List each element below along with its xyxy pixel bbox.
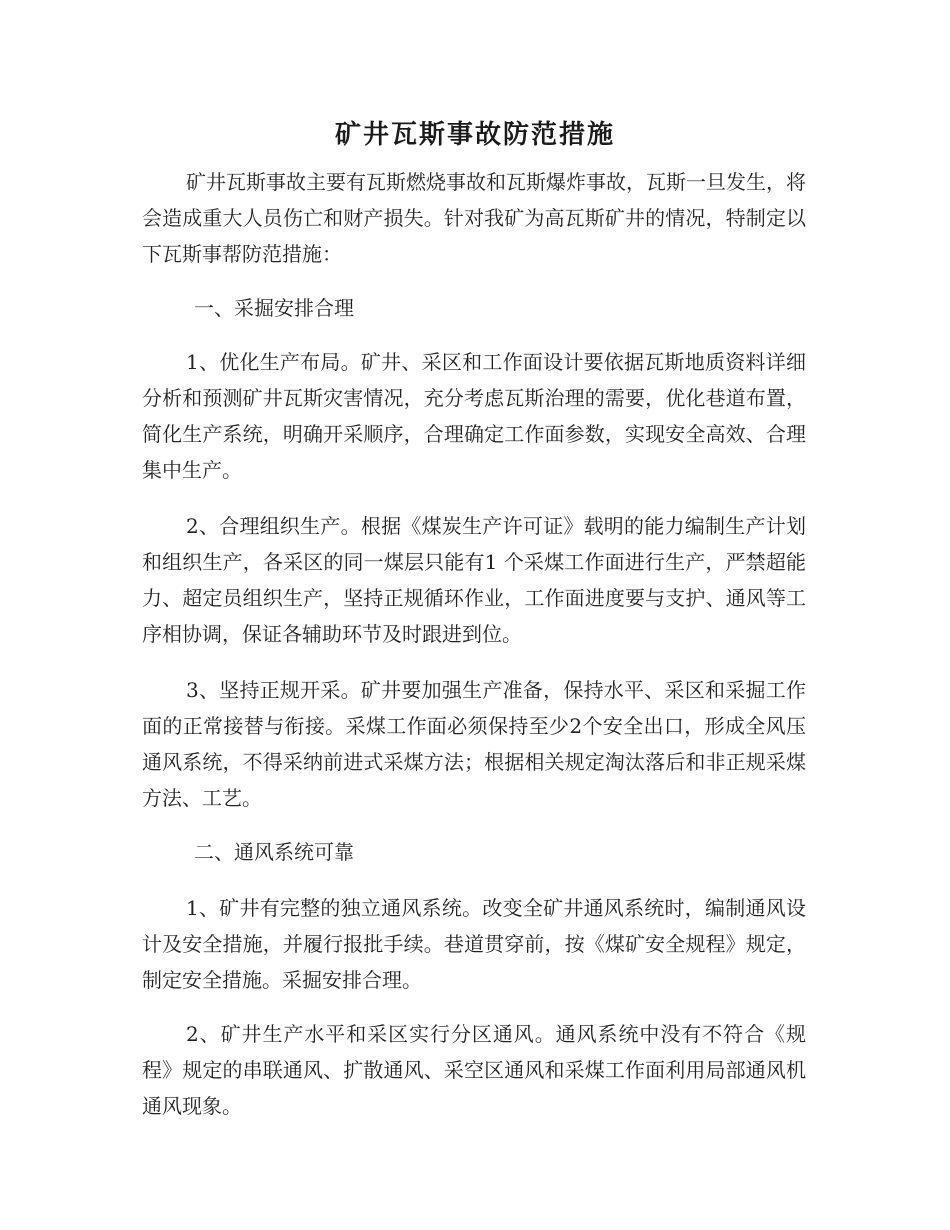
- section2-item-1: 1、矿井有完整的独立通风系统。改变全矿井通风系统时，编制通风设计及安全措施，并履行报批手续。巷道贯穿前，按《煤矿安全规程》规定，制定安全措施。采掘安排合理。: [142, 896, 806, 992]
- section1-item-2: 2、合理组织生产。根据《煤炭生产许可证》载明的能力编制生产计划和组织生产，各采区的同一煤层只能有1 个采煤工作面进行生产，严禁超能力、超定员组织生产，坚持正规循环作业，工作面进度要与支护、通风等工序相协调，保证各辅助环节及时跟进到位。: [142, 514, 806, 646]
- intro-paragraph: 矿井瓦斯事故主要有瓦斯燃烧事故和瓦斯爆炸事故，瓦斯一旦发生，将会造成重大人员伤亡和财产损失。针对我矿为高瓦斯矿井的情况，特制定以下瓦斯事帮防范措施：: [142, 170, 806, 266]
- section1-item-3: 3、坚持正规开采。矿井要加强生产准备，保持水平、采区和采掘工作面的正常接替与衔接。采煤工作面必须保持至少2个安全出口，形成全风压通风系统，不得采纳前进式采煤方法；根据相关规定淘汰落后和非正规采煤方法、工艺。: [142, 678, 806, 810]
- section-heading-1: 一、采掘安排合理: [194, 296, 354, 320]
- document-title: 矿井瓦斯事故防范措施: [334, 120, 615, 150]
- section2-item-2: 2、矿井生产水平和采区实行分区通风。通风系统中没有不符合《规程》规定的串联通风、扩散通风、采空区通风和采煤工作面利用局部通风机通风现象。: [142, 1022, 806, 1118]
- section1-item-1: 1、优化生产布局。矿井、采区和工作面设计要依据瓦斯地质资料详细分析和预测矿井瓦斯灾害情况，充分考虑瓦斯治理的需要，优化巷道布置，简化生产系统，明确开采顺序，合理确定工作面参数，实现安全高效、合理集中生产。: [142, 350, 806, 482]
- section-heading-2: 二、通风系统可靠: [194, 840, 354, 864]
